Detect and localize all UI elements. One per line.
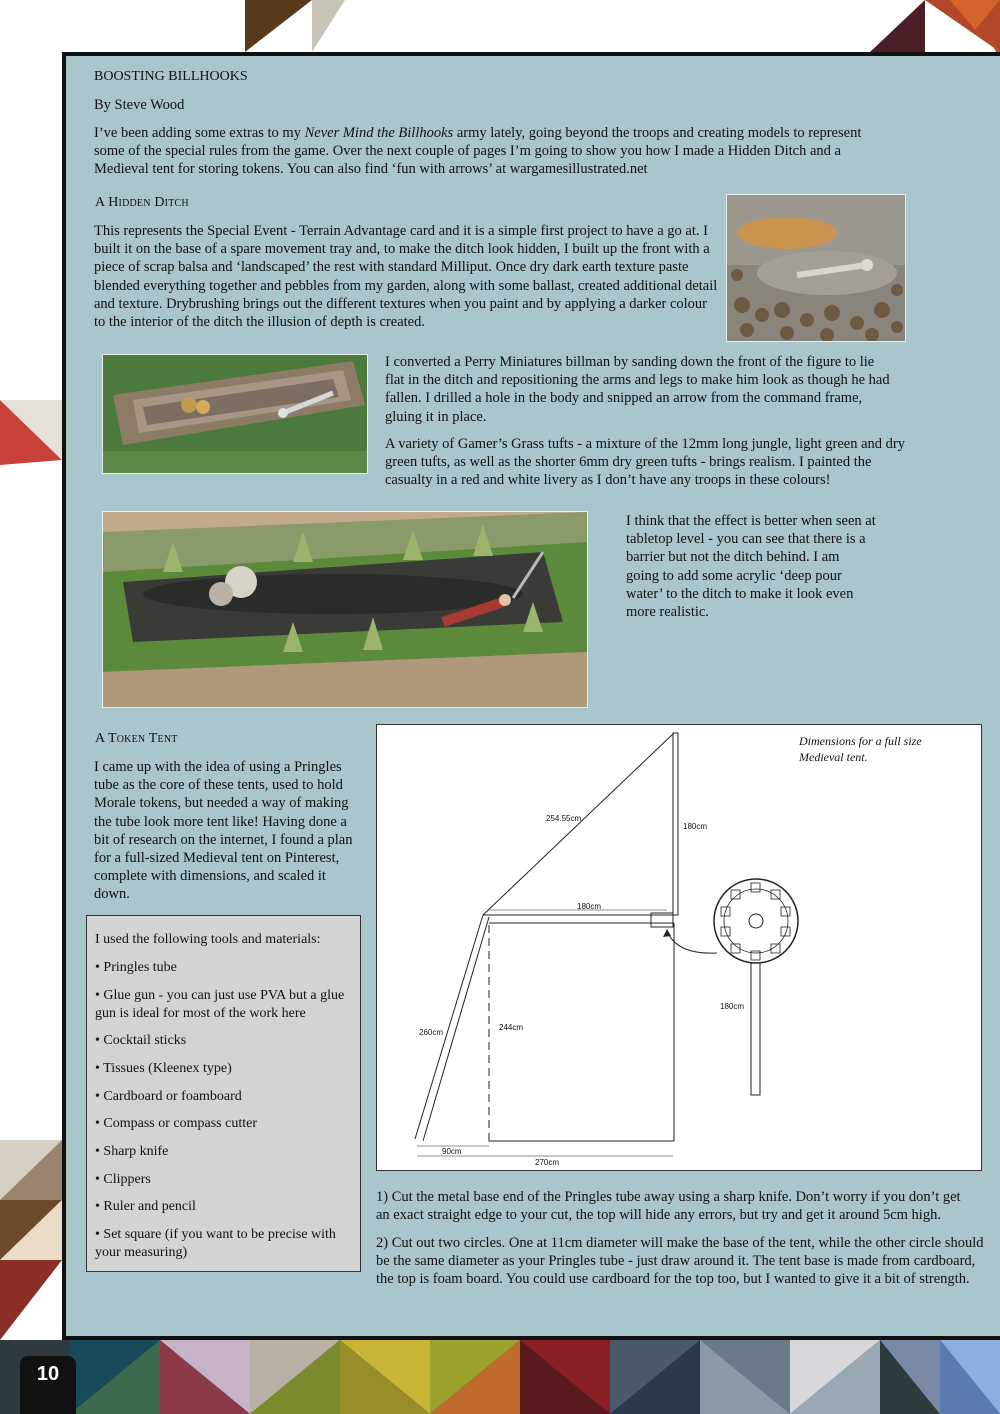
diagram-caption: Dimensions for a full size Medieval tent. bbox=[799, 734, 922, 764]
tent-pole-side-view bbox=[751, 963, 760, 1095]
tool-item: • Cocktail sticks bbox=[95, 1033, 187, 1048]
tool-item: • Sharp knife bbox=[95, 1144, 169, 1159]
dim-label: 244cm bbox=[499, 1023, 524, 1032]
dim-label: 180cm bbox=[577, 902, 602, 911]
dim-label: 254.55cm bbox=[546, 814, 582, 823]
center-pole bbox=[673, 733, 678, 915]
dim-label: 90cm bbox=[442, 1147, 462, 1156]
section-heading-token-tent: A Token Tent bbox=[95, 731, 178, 746]
photo-ditch-closeup bbox=[726, 194, 906, 342]
page-number: 10 bbox=[20, 1356, 76, 1414]
tent-diagram bbox=[376, 724, 982, 1171]
tool-item: • Compass or compass cutter bbox=[95, 1116, 257, 1131]
tool-item: • Tissues (Kleenex type) bbox=[95, 1061, 232, 1076]
ditch-paragraph-3: A variety of Gamer’s Grass tufts - a mixture of the 12mm long jungle, light green and dry green tufts, as well as the shorter 6mm dry green tufts - brings realism. I painted the casualty in a red and white livery as I don’t have any troops in these colours! bbox=[385, 436, 906, 489]
section-heading-hidden-ditch: A Hidden Ditch bbox=[95, 195, 189, 210]
tool-item: • Set square (if you want to be precise with your measuring) bbox=[95, 1227, 336, 1260]
tools-box bbox=[86, 915, 361, 1272]
tool-item: • Glue gun - you can just use PVA but a glue gun is ideal for most of the work here bbox=[95, 988, 345, 1021]
article-title: BOOSTING BILLHOOKS bbox=[94, 69, 248, 84]
tool-item: • Ruler and pencil bbox=[95, 1199, 196, 1214]
byline: By Steve Wood bbox=[94, 97, 185, 113]
dim-label: 180cm bbox=[720, 1002, 745, 1011]
dim-label: 270cm bbox=[535, 1158, 560, 1167]
tools-intro: I used the following tools and materials: bbox=[95, 932, 321, 947]
step-1: 1) Cut the metal base end of the Pringles tube away using a sharp knife. Don’t worry if you don’t get an exact straight edge to your cut, the top will hide any errors, but try and get it around 5cm high. bbox=[376, 1189, 961, 1224]
step-2: 2) Cut out two circles. One at 11cm diameter will make the base of the tent, while the other circle should be the same diameter as your Pringles tube - just draw around it. The tent base is made from cardboard, the top is foam board. You could use cardboard for the top too, but I wanted to give it a bit of strength. bbox=[376, 1235, 984, 1288]
intro-paragraph: I’ve been adding some extras to my Never Mind the Billhooks army lately, going beyond the troops and creating models to represent some of the special rules from the game. Over the next couple of pages I’m going to show you how I made a Hidden Ditch and a Medieval tent for storing tokens. You can also find ‘fun with arrows’ at wargamesillustrated.net bbox=[94, 125, 862, 178]
ditch-paragraph-1: This represents the Special Event - Terrain Advantage card and it is a simple first project to have a go at. I built it on the base of a spare movement tray and, to make the ditch look hidden, I built up the front with a piece of scrap balsa and ‘landscaped’ the rest with standard Milliput. Once dry dark earth texture paste blended everything together and pebbles from my garden, along with some ballast, created additional detail and texture. Drybrushing brings out the different textures when you paint and by applying a darker colour to the interior of the ditch the illusion of depth is created. bbox=[94, 223, 718, 331]
tool-item: • Cardboard or foamboard bbox=[95, 1089, 242, 1104]
photo-ditch-tabletop bbox=[102, 511, 588, 708]
tent-top-view bbox=[714, 879, 798, 963]
tool-item: • Clippers bbox=[95, 1172, 151, 1187]
tool-item: • Pringles tube bbox=[95, 960, 177, 975]
ditch-paragraph-4: I think that the effect is better when seen at tabletop level - you can see that there is a barrier but not the ditch behind. I am going to add some acrylic ‘deep pour water’ to the ditch to make it look even more realistic. bbox=[626, 513, 876, 621]
ditch-paragraph-2: I converted a Perry Miniatures billman by sanding down the front of the figure to lie flat in the ditch and repositioning the arms and legs to make him look as though he had fallen. I drilled a hole in the body and snipped an arrow from the command frame, gluing it in place. bbox=[385, 354, 890, 425]
tent-paragraph-1: I came up with the idea of using a Pringles tube as the core of these tents, used to hold Morale tokens, but needed a way of making the tube look more tent like! Having done a bit of research on the internet, I found a plan for a full-sized Medieval tent on Pinterest, complete with dimensions, and scaled it down. bbox=[94, 759, 353, 903]
roof-line bbox=[483, 733, 674, 915]
dim-label: 180cm bbox=[683, 822, 708, 831]
photo-ditch-overhead bbox=[102, 354, 368, 474]
game-title: Never Mind the Billhooks bbox=[304, 125, 454, 141]
dim-label: 260cm bbox=[419, 1028, 444, 1037]
